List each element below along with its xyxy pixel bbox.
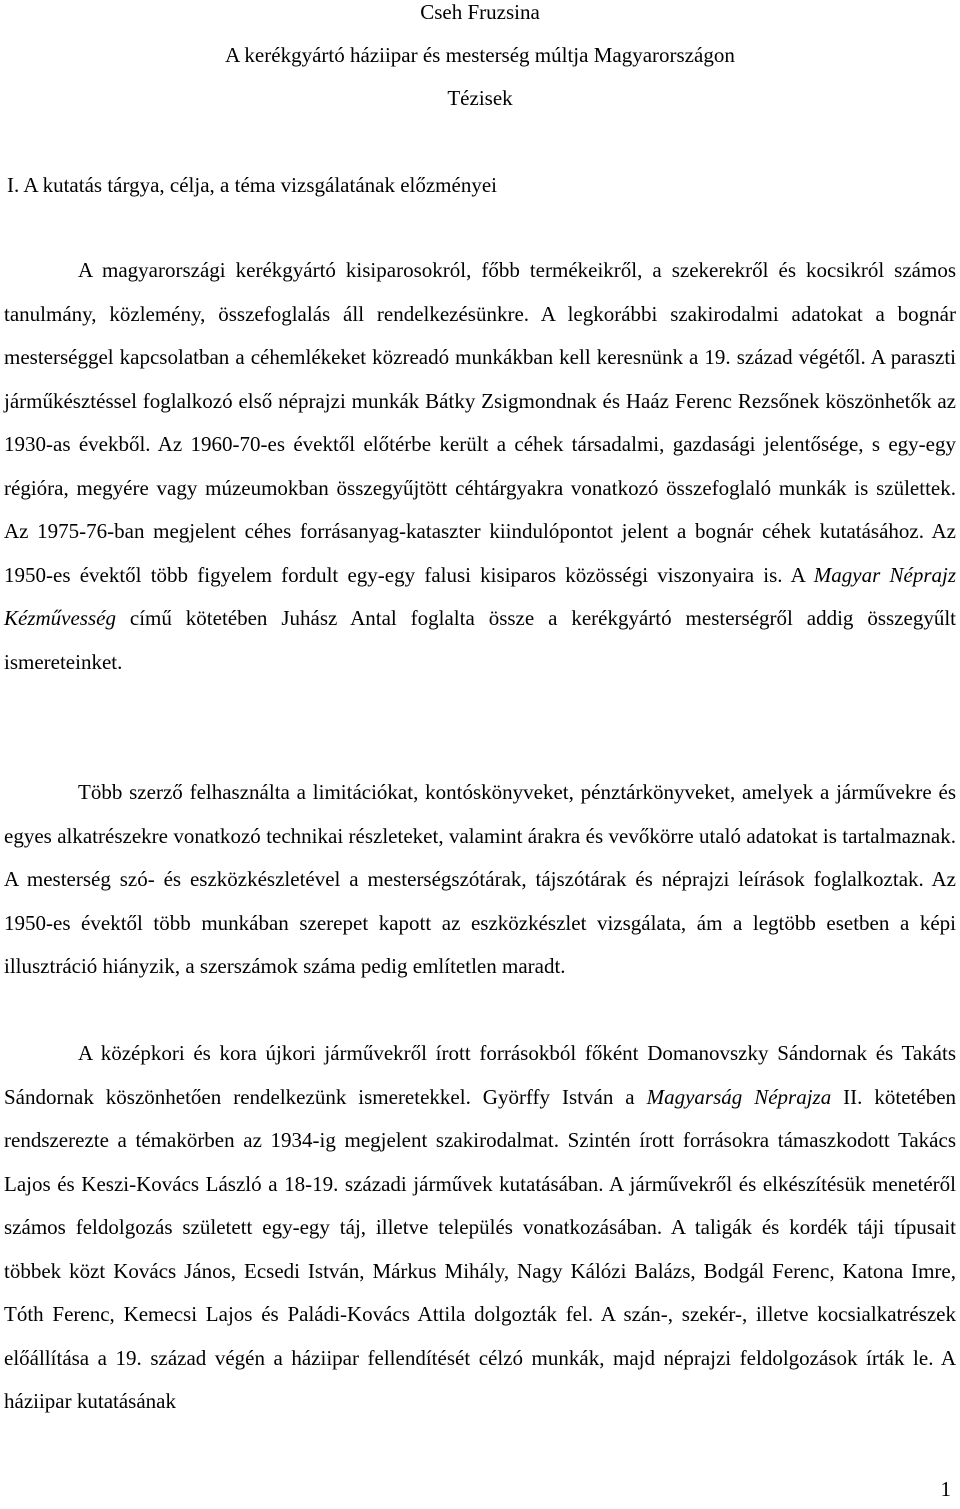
document-subtitle: Tézisek [447,86,513,110]
paragraph-1 [4,249,956,684]
section-heading: I. A kutatás tárgya, célja, a téma vizsgálatának előzményei [7,173,497,197]
page-number: 1 [940,1477,951,1501]
paragraph-3-book-title: Magyarság Néprajza [646,1084,832,1109]
paragraph-3-text-b: II. kötetében rendszerezte a témakörben az 1934-ig megjelent szakirodalmat. Szintén írott forrásokra támaszkodott Takács Lajos és Keszi-Kovács László a 18-19. századi járművek kutatásában. A járművekről és elkészítésük menetéről számos feldolgozás született egy-egy táj, illetve település vonatkozásában. A taligák és kordék táji típusait többek közt Kovács János, Ecsedi István, Márkus Mihály, Nagy Kálózi Balázs, Bodgál Ferenc, Katona Imre, Tóth Ferenc, Kemecsi Lajos és Paládi-Kovács Attila dolgozták fel. A szán-, szekér-, illetve kocsialkatrészek előállítása a 19. század végén a háziipar fellendítését célzó munkák, majd néprajzi feldolgozások írták le. A háziipar kutatásának [4,1084,957,1413]
author-name: Cseh Fruzsina [420,0,540,24]
paragraph-2 [4,771,956,989]
paragraph-3 [4,1032,956,1424]
document-title: A kerékgyártó háziipar és mesterség múltja Magyarországon [225,43,735,67]
paragraph-1-book-title: Magyar Néprajz Kézművesség [4,562,957,630]
paragraph-3-text-a: A középkori és kora újkori járművekről írott forrásokból főként Domanovszky Sándornak és Takáts Sándornak köszönhetően rendelkezünk ismeretekkel. Györffy István a [4,1041,956,1109]
paragraph-1-text-a: A magyarországi kerékgyártó kisiparosokról, főbb termékeikről, a szekerekről és kocsikról számos tanulmány, közlemény, összefoglalás áll rendelkezésünkre. A legkorábbi szakirodalmi adatokat a bognár mesterséggel kapcsolatban a céhemlékeket közreadó munkákban kell keresnünk a 19. század végétől. A paraszti járműkésztéssel foglalkozó első néprajzi munkák Bátky Zsigmondnak és Haáz Ferenc Rezsőnek köszönhetők az 1930-as évekből. Az 1960-70-es évektől előtérbe került a céhek társadalmi, gazdasági jelentősége, s egy-egy régióra, megyére vagy múzeumokban összegyűjtött céhtárgyakra vonatkozó összefoglaló munkák is születtek. Az 1975-76-ban megjelent céhes forrásanyag-kataszter kiindulópontot jelent a bognár céhek kutatásához. Az 1950-es évektől több figyelem fordult egy-egy falusi kisiparos közösségi viszonyaira is. A [4,258,956,587]
paragraph-1-text-b: című kötetében Juhász Antal foglalta össze a kerékgyártó mesterségről addig összegyűlt ismereteinket. [4,606,956,674]
paragraph-2-text: Több szerző felhasználta a limitációkat, kontóskönyveket, pénztárkönyveket, amelyek a járművekre és egyes alkatrészekre vonatkozó technikai részleteket, valamint árakra és vevőkörre utaló adatokat is tartalmaznak. A mesterség szó- és eszközkészletével a mesterségszótárak, tájszótárak és néprajzi leírások foglalkoztak. Az 1950-es évektől több munkában szerepet kapott az eszközkészlet vizsgálata, ám a legtöbb esetben a képi illusztráció hiányzik, a szerszámok száma pedig említetlen maradt. [4,780,956,978]
